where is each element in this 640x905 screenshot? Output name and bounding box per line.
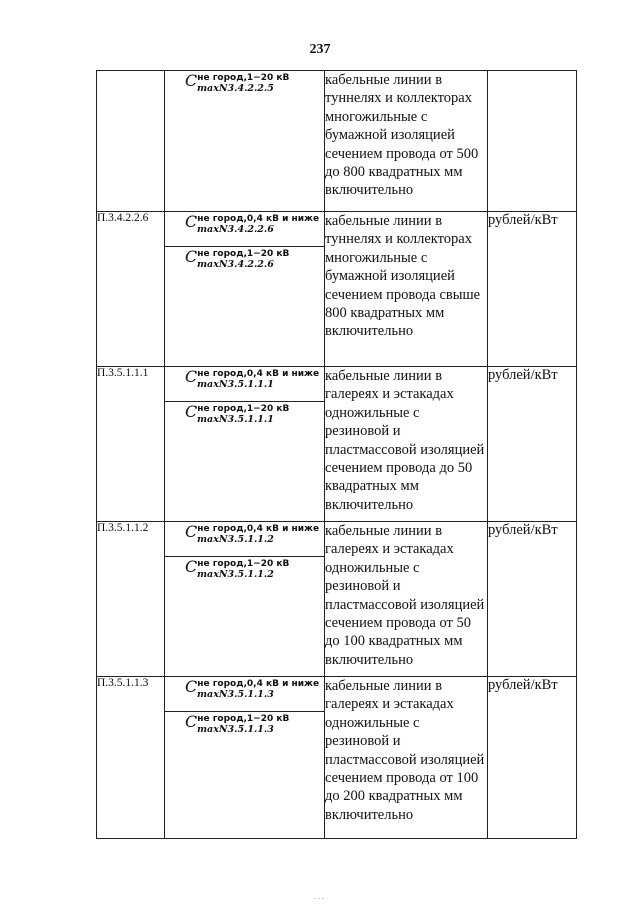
rate-symbols xyxy=(165,522,325,677)
rate-formula xyxy=(165,677,324,711)
rate-symbol: C xyxy=(185,712,198,731)
rate-superscript: не город,0,4 кВ и ниже xyxy=(197,369,320,379)
rate-symbol: C xyxy=(185,677,198,696)
line-description: кабельные линии в галереях и эстакадах одножильные с резиновой и пластмассовой изоляцией сечением провода до 50 квадратных мм включительно xyxy=(325,367,488,522)
item-code: П.3.5.1.1.3 xyxy=(97,677,165,839)
unit-label xyxy=(488,71,577,212)
rate-formula xyxy=(165,71,324,105)
rate-superscript: не город,1−20 кВ xyxy=(197,559,290,569)
table-row xyxy=(97,71,577,212)
rate-symbol: C xyxy=(185,402,198,421)
line-description: кабельные линии в галереях и эстакадах одножильные с резиновой и пластмассовой изоляцией сечением провода от 100 до 200 квадратных мм включительно xyxy=(325,677,488,839)
footer-mark: ... xyxy=(314,892,326,901)
rate-formula xyxy=(165,556,324,590)
rate-subscript: maxN3.5.1.1.3 xyxy=(197,689,274,700)
unit-label: рублей/кВт xyxy=(488,522,577,677)
rate-symbol: C xyxy=(185,247,198,266)
unit-label: рублей/кВт xyxy=(488,677,577,839)
rate-formula xyxy=(165,401,324,435)
table-body xyxy=(97,71,577,839)
table-row xyxy=(97,367,577,522)
tariff-table xyxy=(96,70,577,839)
unit-label: рублей/кВт xyxy=(488,212,577,367)
rate-symbols xyxy=(165,367,325,522)
rate-subscript: maxN3.4.2.2.6 xyxy=(197,224,274,235)
rate-formula xyxy=(165,246,324,280)
table-row xyxy=(97,677,577,839)
rate-formula xyxy=(165,522,324,556)
table-row xyxy=(97,522,577,677)
line-description: кабельные линии в туннелях и коллекторах многожильные с бумажной изоляцией сечением провода от 500 до 800 квадратных мм включительно xyxy=(325,71,488,212)
rate-subscript: maxN3.5.1.1.1 xyxy=(197,379,274,390)
rate-formula xyxy=(165,711,324,745)
rate-superscript: не город,1−20 кВ xyxy=(197,404,290,414)
rate-symbol: C xyxy=(185,71,198,90)
rate-superscript: не город,0,4 кВ и ниже xyxy=(197,214,320,224)
rate-formula xyxy=(165,212,324,246)
unit-label: рублей/кВт xyxy=(488,367,577,522)
rate-symbol: C xyxy=(185,212,198,231)
line-description: кабельные линии в галереях и эстакадах одножильные с резиновой и пластмассовой изоляцией сечением провода от 50 до 100 квадратных мм включительно xyxy=(325,522,488,677)
item-code: П.3.4.2.2.6 xyxy=(97,212,165,367)
rate-formula xyxy=(165,367,324,401)
rate-symbols xyxy=(165,677,325,839)
table-row xyxy=(97,212,577,367)
item-code: П.3.5.1.1.1 xyxy=(97,367,165,522)
rate-subscript: maxN3.5.1.1.1 xyxy=(197,414,274,425)
rate-symbol: C xyxy=(185,367,198,386)
line-description: кабельные линии в туннелях и коллекторах многожильные с бумажной изоляцией сечением провода свыше 800 квадратных мм включительно xyxy=(325,212,488,367)
rate-superscript: не город,1−20 кВ xyxy=(197,73,290,83)
rate-symbols xyxy=(165,212,325,367)
page-number: 237 xyxy=(309,42,331,57)
rate-subscript: maxN3.4.2.2.6 xyxy=(197,259,274,270)
item-code: П.3.5.1.1.2 xyxy=(97,522,165,677)
rate-subscript: maxN3.5.1.1.2 xyxy=(197,534,274,545)
rate-superscript: не город,1−20 кВ xyxy=(197,714,290,724)
item-code xyxy=(97,71,165,212)
rate-symbol: C xyxy=(185,522,198,541)
rate-subscript: maxN3.5.1.1.3 xyxy=(197,724,274,735)
rate-subscript: maxN3.5.1.1.2 xyxy=(197,569,274,580)
rate-symbols xyxy=(165,71,325,212)
rate-superscript: не город,0,4 кВ и ниже xyxy=(197,524,320,534)
rate-superscript: не город,1−20 кВ xyxy=(197,249,290,259)
rate-subscript: maxN3.4.2.2.5 xyxy=(197,83,274,94)
rate-symbol: C xyxy=(185,557,198,576)
rate-superscript: не город,0,4 кВ и ниже xyxy=(197,679,320,689)
